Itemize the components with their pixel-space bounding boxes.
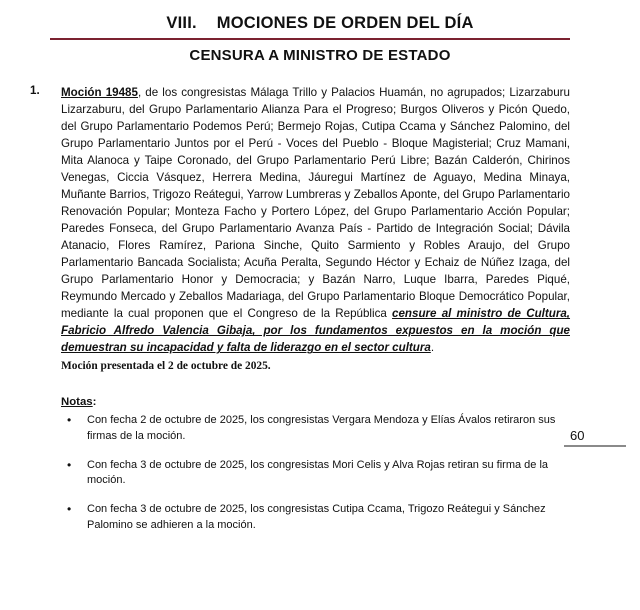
section-title: MOCIONES DE ORDEN DEL DÍA xyxy=(216,14,474,32)
note-text: Con fecha 3 de octubre de 2025, los congresistas Cutipa Ccama, Trigozo Reátegui y Sánchez Palomino se adhieren a la moción. xyxy=(87,502,546,531)
item-number: 1. xyxy=(30,84,40,97)
heading-divider-rule xyxy=(50,38,570,40)
bullet-icon: • xyxy=(67,501,72,516)
notes-heading xyxy=(61,396,570,408)
bullet-icon: • xyxy=(67,457,72,472)
list-item xyxy=(61,458,570,489)
notes-heading-label: Notas xyxy=(61,396,93,409)
motion-presented-date: Moción presentada el 2 de octubre de 2025. xyxy=(61,359,271,372)
note-text: Con fecha 2 de octubre de 2025, los congresistas Vergara Mendoza y Elías Ávalos retiraron sus firmas de la moción. xyxy=(87,414,556,443)
notes-heading-colon: : xyxy=(92,396,97,409)
item-body-text xyxy=(61,84,570,357)
section-heading xyxy=(166,14,473,33)
section-header xyxy=(0,0,640,33)
page-number-rule xyxy=(564,445,626,447)
notes-section xyxy=(61,396,570,533)
page-subtitle: CENSURA A MINISTRO DE ESTADO xyxy=(189,47,451,64)
page-number-container xyxy=(564,428,628,447)
motion-preamble: , de los congresistas Málaga Trillo y Palacios Huamán, no agrupados; Lizarzaburu Lizarzaburu, del Grupo Parlamentario Alianza Para el Progreso; Burgos Oliveros y Picón Quedo, del Grupo Parlamentario Podemos Perú; Bermejo Rojas, Cutipa Ccama y Sánchez Palomino, del Grupo Parlamentario Juntos por el Perú - Voces del Pueblo - Bloque Magisterial; Cruz Mamani, Mita Alanoca y Taipe Coronado, del Grupo Parlamentario Perú Libre; Bazán Calderón, Chirinos Venegas, Ciccia Vásquez, Herrera Medina, Jáuregui Martínez de Aguayo, Medina Minaya, Muñante Barrios, Trigozo Reátegui, Yarrow Lumbreras y Zeballos Aponte, del Grupo Parlamentario Renovación Popular; Monteza Facho y Portero López, del Grupo Parlamentario Acción Popular; Paredes Fonseca, del Grupo Parlamentario Avanza País - Partido de Integración Social; Dávila Atanacio, Flores Ramírez, Pariona Sinche, Quito Sarmiento y Robles Araujo, del Grupo Parlamentario Bancada Socialista; Acuña Peralta, Segundo Héctor y Echaiz de Núñez Izaga, del Grupo Parlamentario Honor y Democracia; y Bazán Narro, Luque Ibarra, Paredes Piqué, Reymundo Mercado y Zeballos Madariaga, del Grupo Parlamentario Bloque Democrático Popular, mediante la cual proponen que el Congreso de la República xyxy=(61,86,570,321)
motion-item xyxy=(30,84,570,374)
motion-label: Moción 19485 xyxy=(61,86,138,99)
page-number: 60 xyxy=(570,428,585,443)
note-text: Con fecha 3 de octubre de 2025, los congresistas Mori Celis y Alva Rojas retiran su firma de la moción. xyxy=(87,458,549,487)
section-numeral: VIII. xyxy=(166,14,197,32)
motion-trailing-punctuation: . xyxy=(430,341,435,355)
list-item xyxy=(61,502,570,533)
list-item xyxy=(61,413,570,444)
bullet-icon: • xyxy=(67,413,72,428)
motion-resolve-clause: censure al ministro de Cultura, Fabricio Alfredo Valencia Gibaja, por los fundamentos expuestos en la moción que demuestran su incapacidad y falta de liderazgo en el sector cultura xyxy=(61,307,571,355)
